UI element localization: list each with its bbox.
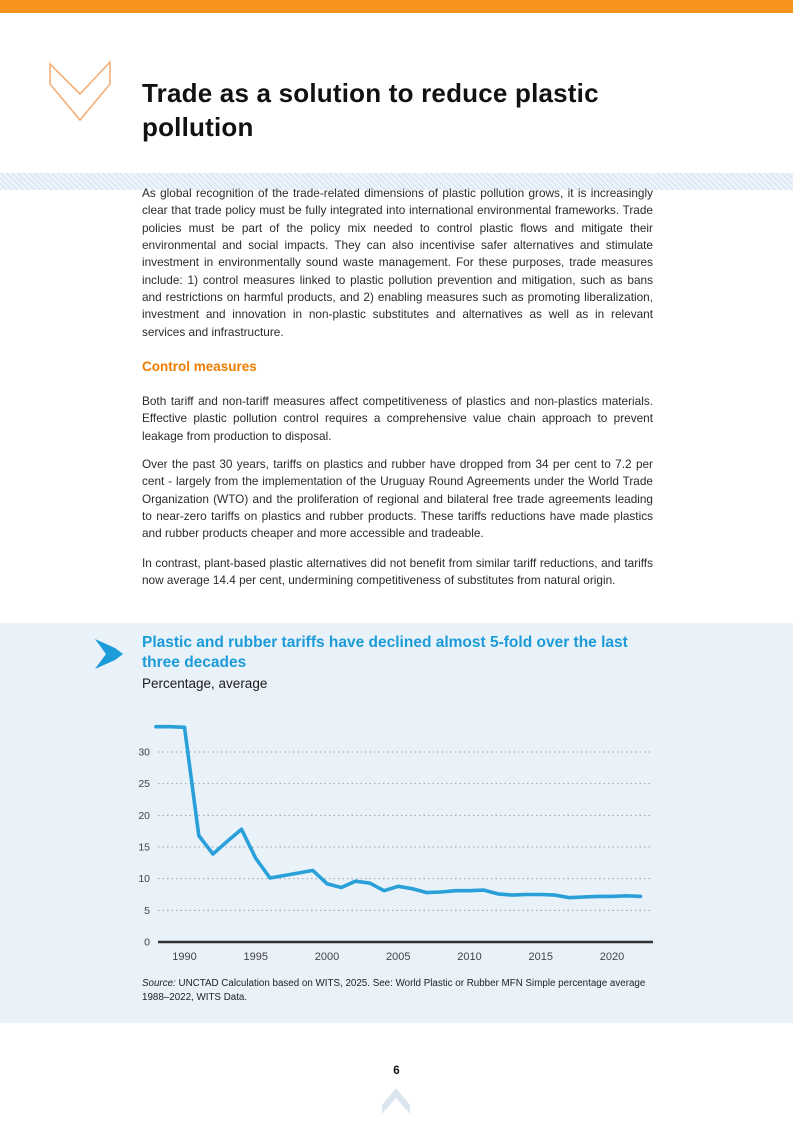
chevron-up-logo-icon xyxy=(382,1088,410,1114)
svg-text:0: 0 xyxy=(144,936,150,949)
line-chart-canvas xyxy=(118,703,666,971)
svg-text:2000: 2000 xyxy=(314,951,340,963)
figure-subtitle: Percentage, average xyxy=(142,676,268,691)
svg-text:2015: 2015 xyxy=(528,951,553,963)
svg-text:5: 5 xyxy=(144,904,150,917)
figure-source-note xyxy=(142,977,664,1004)
svg-text:1995: 1995 xyxy=(243,951,268,963)
body-paragraph: Over the past 30 years, tariffs on plastics and rubber have dropped from 34 per cent to 7.2 per cent - largely from the implementation of the Uruguay Round Agreements under the World Trade Organization (WTO) and the proliferation of regional and bilateral free trade agreements leading to near-zero tariffs on plastics and rubber products. These tariffs reductions have made plastics and rubber products cheaper and more accessible and tradeable. xyxy=(142,457,653,541)
figure-title: Plastic and rubber tariffs have declined almost 5-fold over the last three decades xyxy=(142,634,628,671)
svg-text:2020: 2020 xyxy=(599,951,625,963)
body-paragraph: In contrast, plant-based plastic alternatives did not benefit from similar tariff reductions, and tariffs now average 14.4 per cent, undermining competitiveness of substitutes from natural origin. xyxy=(142,556,653,588)
section-heading-control-measures: Control measures xyxy=(142,359,257,374)
svg-text:2010: 2010 xyxy=(457,951,482,963)
intro-paragraph: As global recognition of the trade-related dimensions of plastic pollution grows, it is increasingly clear that trade policy must be fully integrated into international environmental frameworks. Trade policies must be part of the policy mix needed to control plastic flows and mitigate their environmental and social impacts. They can also incentivise safer alternatives and stimulate investment in environmentally sound waste management. For these purposes, trade measures include: 1) control measures linked to plastic pollution prevention and mitigation, such as bans and restrictions on harmful products, and 2) enabling measures such as promoting liberalization, investment and innovation in non-plastic substitutes and alternatives as well as in relevant services and infrastructure. xyxy=(142,186,653,339)
page-number: 6 xyxy=(393,1065,400,1077)
source-label: Source: xyxy=(142,978,176,989)
svg-text:30: 30 xyxy=(138,746,150,759)
top-accent-bar xyxy=(0,0,793,13)
svg-text:1990: 1990 xyxy=(172,951,197,963)
body-paragraph: Both tariff and non-tariff measures affect competitiveness of plastics and non-plastics materials. Effective plastic pollution control requires a comprehensive value chain approach to prevent leakage from production to disposal. xyxy=(142,394,653,443)
page-title: Trade as a solution to reduce plastic pollution xyxy=(142,78,599,142)
source-text: UNCTAD Calculation based on WITS, 2025. See: World Plastic or Rubber MFN Simple percentage average 1988–2022, WITS Data. xyxy=(142,978,646,1003)
svg-text:2005: 2005 xyxy=(386,951,411,963)
svg-text:25: 25 xyxy=(138,778,150,791)
svg-text:20: 20 xyxy=(138,809,150,822)
svg-text:10: 10 xyxy=(138,873,150,886)
tariff-line-chart xyxy=(118,703,666,971)
chevron-down-outline-icon xyxy=(48,55,112,123)
chevron-right-icon xyxy=(95,639,123,669)
svg-text:15: 15 xyxy=(138,841,150,854)
